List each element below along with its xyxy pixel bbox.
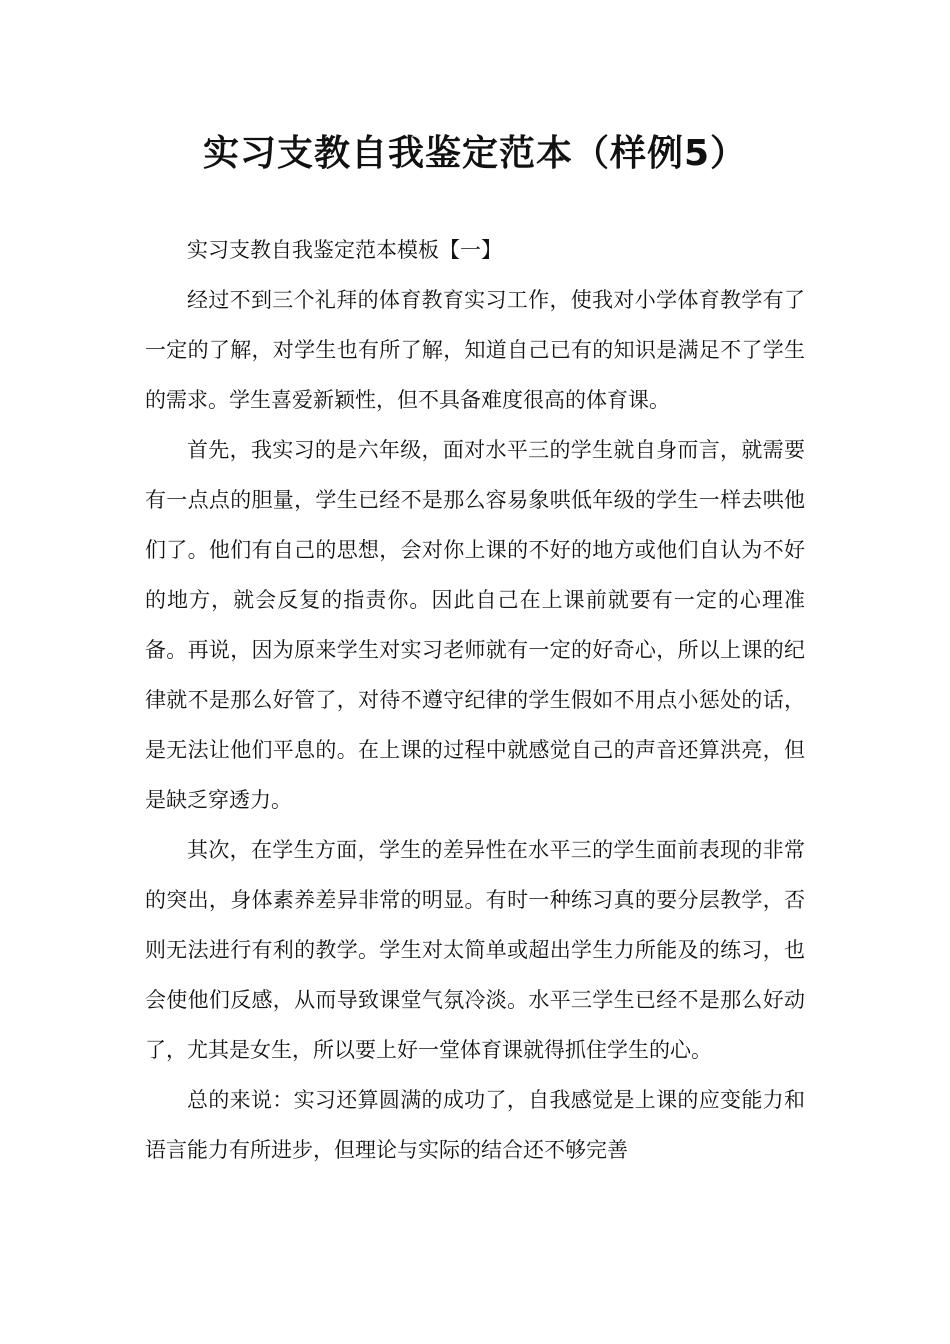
paragraph-1: 经过不到三个礼拜的体育教育实习工作，使我对小学体育教学有了一定的了解，对学生也有所了解，知道自己已有的知识是满足不了学生的需求。学生喜爱新颖性，但不具备难度很高的体育课。 <box>145 288 805 412</box>
paragraph-4: 总的来说：实习还算圆满的成功了，自我感觉是上课的应变能力和语言能力有所进步，但理论与实际的结合还不够完善 <box>145 1088 805 1162</box>
paragraph-3: 其次，在学生方面，学生的差异性在水平三的学生面前表现的非常的突出，身体素养差异非常的明显。有时一种练习真的要分层教学，否则无法进行有利的教学。学生对太简单或超出学生力所能及的练习，也会使他们反感，从而导致课堂气氛冷淡。水平三学生已经不是那么好动了，尤其是女生，所以要上好一堂体育课就得抓住学生的心。 <box>145 838 805 1062</box>
document-title: 实习支教自我鉴定范本（样例5） <box>202 133 748 174</box>
section-heading: 实习支教自我鉴定范本模板【一】 <box>187 238 502 262</box>
paragraph-2: 首先，我实习的是六年级，面对水平三的学生就自身而言，就需要有一点点的胆量，学生已经不是那么容易象哄低年级的学生一样去哄他们了。他们有自己的思想，会对你上课的不好的地方或他们自认为不好的地方，就会反复的指责你。因此自己在上课前就要有一定的心理准备。再说，因为原来学生对实习老师就有一定的好奇心，所以上课的纪律就不是那么好管了，对待不遵守纪律的学生假如不用点小惩处的话，是无法让他们平息的。在上课的过程中就感觉自己的声音还算洪亮，但是缺乏穿透力。 <box>145 438 805 812</box>
document-body <box>145 225 805 1175</box>
